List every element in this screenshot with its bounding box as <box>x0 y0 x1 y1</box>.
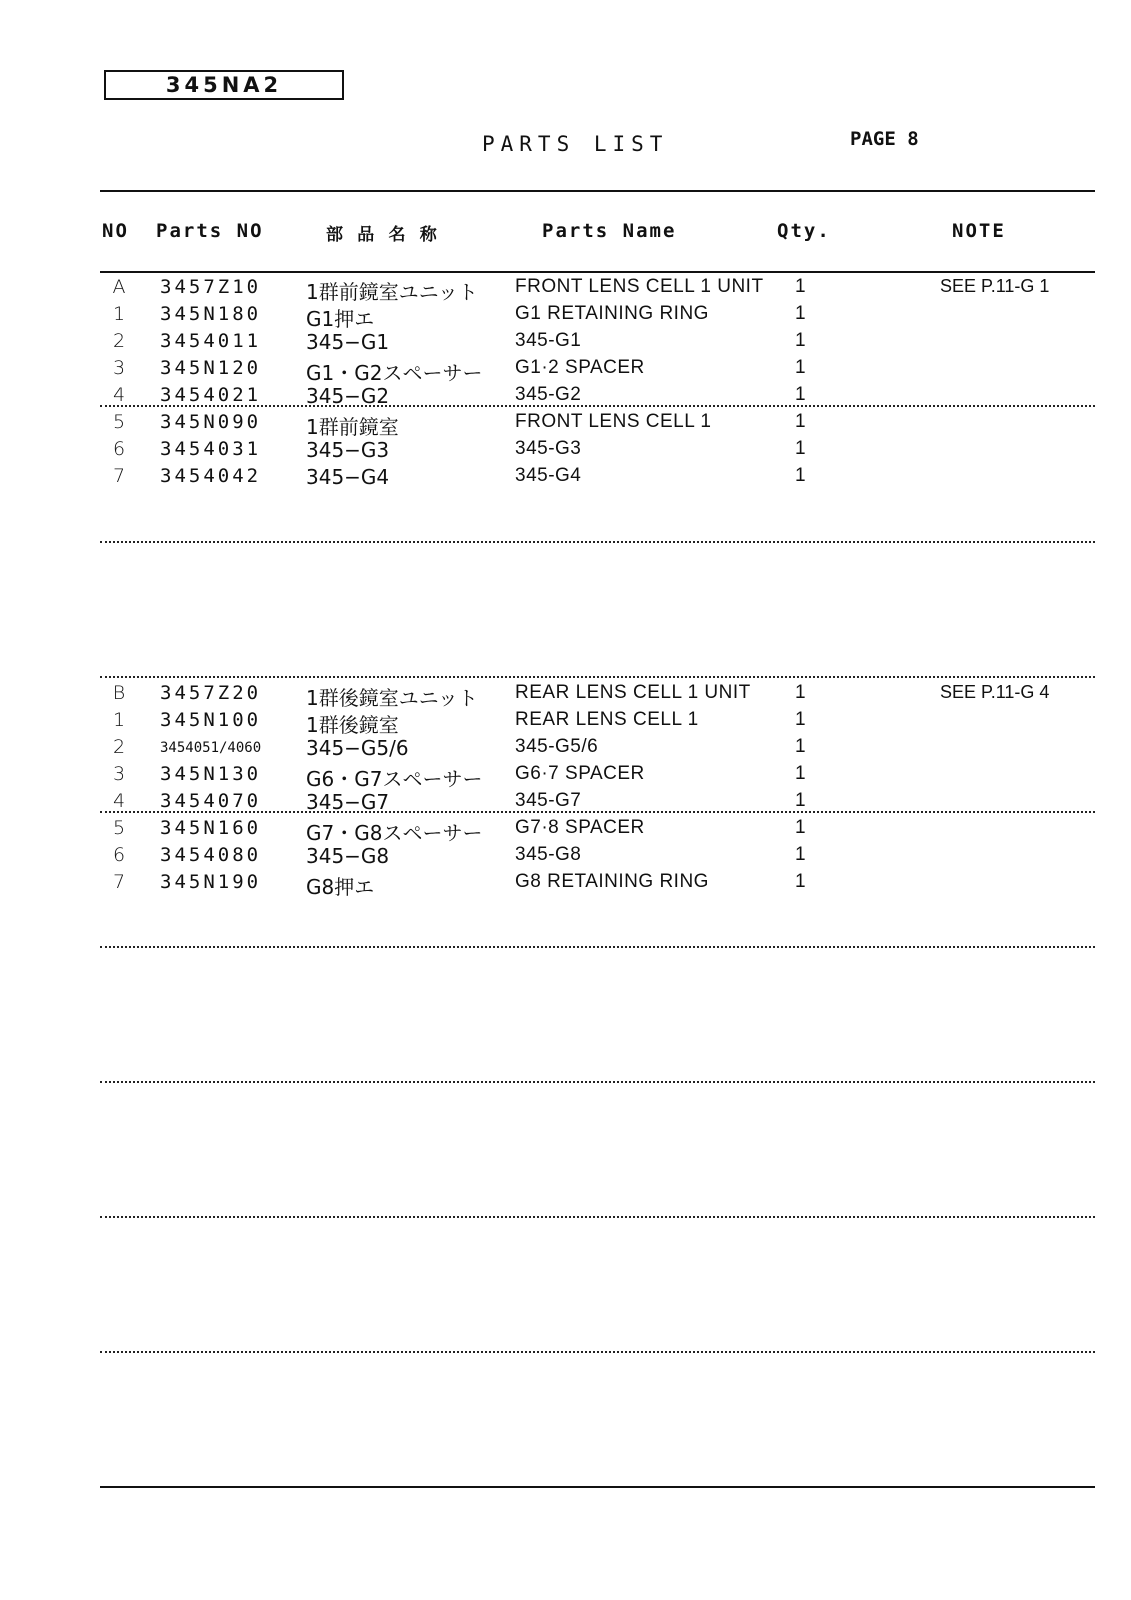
parts-number: 345N180 <box>160 303 262 325</box>
section-divider <box>100 541 1095 543</box>
japanese-name: 345−G5/6 <box>306 736 409 760</box>
section-divider <box>100 1081 1095 1083</box>
header-jp-name: 部 品 名 称 <box>326 225 439 245</box>
table-row <box>0 682 1131 708</box>
parts-number: 345N100 <box>160 709 262 731</box>
japanese-name: 345−G2 <box>306 384 390 408</box>
japanese-name: 345−G3 <box>306 438 390 462</box>
parts-number: 3457Z20 <box>160 682 262 704</box>
item-number: 3 <box>112 763 126 785</box>
table-row <box>0 357 1131 383</box>
parts-number: 3454070 <box>160 790 262 812</box>
footer-rule <box>100 1486 1095 1488</box>
item-number: A <box>112 276 126 298</box>
header-bottom-rule <box>100 271 1095 273</box>
japanese-name: G1押エ <box>306 307 375 331</box>
parts-number: 3457Z10 <box>160 276 262 298</box>
item-number: 7 <box>112 871 126 893</box>
table-row <box>0 817 1131 843</box>
section-divider <box>100 946 1095 948</box>
table-row <box>0 736 1131 762</box>
page-number: PAGE 8 <box>850 128 919 150</box>
japanese-name: 345−G8 <box>306 844 390 868</box>
parts-name: 345-G4 <box>515 465 582 486</box>
item-number: 6 <box>112 438 126 460</box>
parts-name: G1 RETAINING RING <box>515 303 709 324</box>
table-row <box>0 411 1131 437</box>
table-row <box>0 465 1131 491</box>
model-code: 345NA2 <box>165 73 283 97</box>
table-row <box>0 871 1131 897</box>
quantity: 1 <box>795 736 806 757</box>
parts-name: FRONT LENS CELL 1 UNIT <box>515 276 764 297</box>
item-number: 1 <box>112 303 126 325</box>
parts-number: 3454051/4060 <box>160 740 262 756</box>
group-a-divider <box>100 405 1095 407</box>
japanese-name: G7・G8スペーサー <box>306 821 483 845</box>
item-number: 4 <box>112 790 126 812</box>
quantity: 1 <box>795 682 806 703</box>
japanese-name: 1群前鏡室 <box>306 415 399 439</box>
parts-name: REAR LENS CELL 1 UNIT <box>515 682 751 703</box>
header-note: NOTE <box>952 220 1006 242</box>
table-row <box>0 709 1131 735</box>
parts-name: G1·2 SPACER <box>515 357 645 378</box>
parts-number: 3454080 <box>160 844 262 866</box>
japanese-name: 1群前鏡室ユニット <box>306 280 478 304</box>
quantity: 1 <box>795 763 806 784</box>
item-number: 7 <box>112 465 126 487</box>
quantity: 1 <box>795 465 806 486</box>
japanese-name: 1群後鏡室 <box>306 713 399 737</box>
japanese-name: 345−G1 <box>306 330 390 354</box>
quantity: 1 <box>795 330 806 351</box>
table-row <box>0 763 1131 789</box>
quantity: 1 <box>795 384 806 405</box>
parts-number: 345N130 <box>160 763 262 785</box>
item-number: 2 <box>112 330 126 352</box>
item-number: 6 <box>112 844 126 866</box>
quantity: 1 <box>795 709 806 730</box>
section-divider <box>100 676 1095 678</box>
table-row <box>0 303 1131 329</box>
quantity: 1 <box>795 438 806 459</box>
parts-number: 345N090 <box>160 411 262 433</box>
parts-name: 345-G3 <box>515 438 582 459</box>
japanese-name: 1群後鏡室ユニット <box>306 686 478 710</box>
header-no: NO <box>102 220 129 242</box>
parts-number: 3454021 <box>160 384 262 406</box>
item-number: 4 <box>112 384 126 406</box>
table-row <box>0 844 1131 870</box>
parts-name: FRONT LENS CELL 1 <box>515 411 712 432</box>
quantity: 1 <box>795 871 806 892</box>
item-number: B <box>112 682 126 704</box>
parts-name: 345-G8 <box>515 844 582 865</box>
model-code-box <box>104 70 344 100</box>
note: SEE P.11-G 1 <box>940 276 1050 296</box>
table-row <box>0 276 1131 302</box>
japanese-name: G6・G7スペーサー <box>306 767 483 791</box>
table-row <box>0 330 1131 356</box>
quantity: 1 <box>795 276 806 297</box>
japanese-name: 345−G7 <box>306 790 390 814</box>
group-b-divider <box>100 811 1095 813</box>
quantity: 1 <box>795 411 806 432</box>
header-top-rule <box>100 190 1095 192</box>
quantity: 1 <box>795 844 806 865</box>
header-qty: Qty. <box>777 220 831 242</box>
parts-name: REAR LENS CELL 1 <box>515 709 699 730</box>
parts-number: 3454031 <box>160 438 262 460</box>
parts-number: 345N120 <box>160 357 262 379</box>
header-parts-no: Parts NO <box>156 220 264 242</box>
item-number: 1 <box>112 709 126 731</box>
japanese-name: G1・G2スペーサー <box>306 361 483 385</box>
parts-name: G7·8 SPACER <box>515 817 645 838</box>
header-parts-name: Parts Name <box>542 220 677 242</box>
quantity: 1 <box>795 303 806 324</box>
parts-name: G6·7 SPACER <box>515 763 645 784</box>
japanese-name: 345−G4 <box>306 465 390 489</box>
note: SEE P.11-G 4 <box>940 682 1050 702</box>
parts-name: 345-G7 <box>515 790 582 811</box>
item-number: 5 <box>112 817 126 839</box>
parts-number: 345N160 <box>160 817 262 839</box>
item-number: 5 <box>112 411 126 433</box>
section-divider <box>100 1216 1095 1218</box>
quantity: 1 <box>795 817 806 838</box>
item-number: 3 <box>112 357 126 379</box>
parts-name: G8 RETAINING RING <box>515 871 709 892</box>
parts-number: 3454042 <box>160 465 262 487</box>
parts-name: 345-G5/6 <box>515 736 599 757</box>
document-title: PARTS LIST <box>482 132 669 156</box>
item-number: 2 <box>112 736 126 758</box>
parts-number: 345N190 <box>160 871 262 893</box>
parts-name: 345-G2 <box>515 384 582 405</box>
japanese-name: G8押エ <box>306 875 375 899</box>
section-divider <box>100 1351 1095 1353</box>
parts-name: 345-G1 <box>515 330 582 351</box>
parts-number: 3454011 <box>160 330 262 352</box>
table-row <box>0 438 1131 464</box>
quantity: 1 <box>795 357 806 378</box>
quantity: 1 <box>795 790 806 811</box>
